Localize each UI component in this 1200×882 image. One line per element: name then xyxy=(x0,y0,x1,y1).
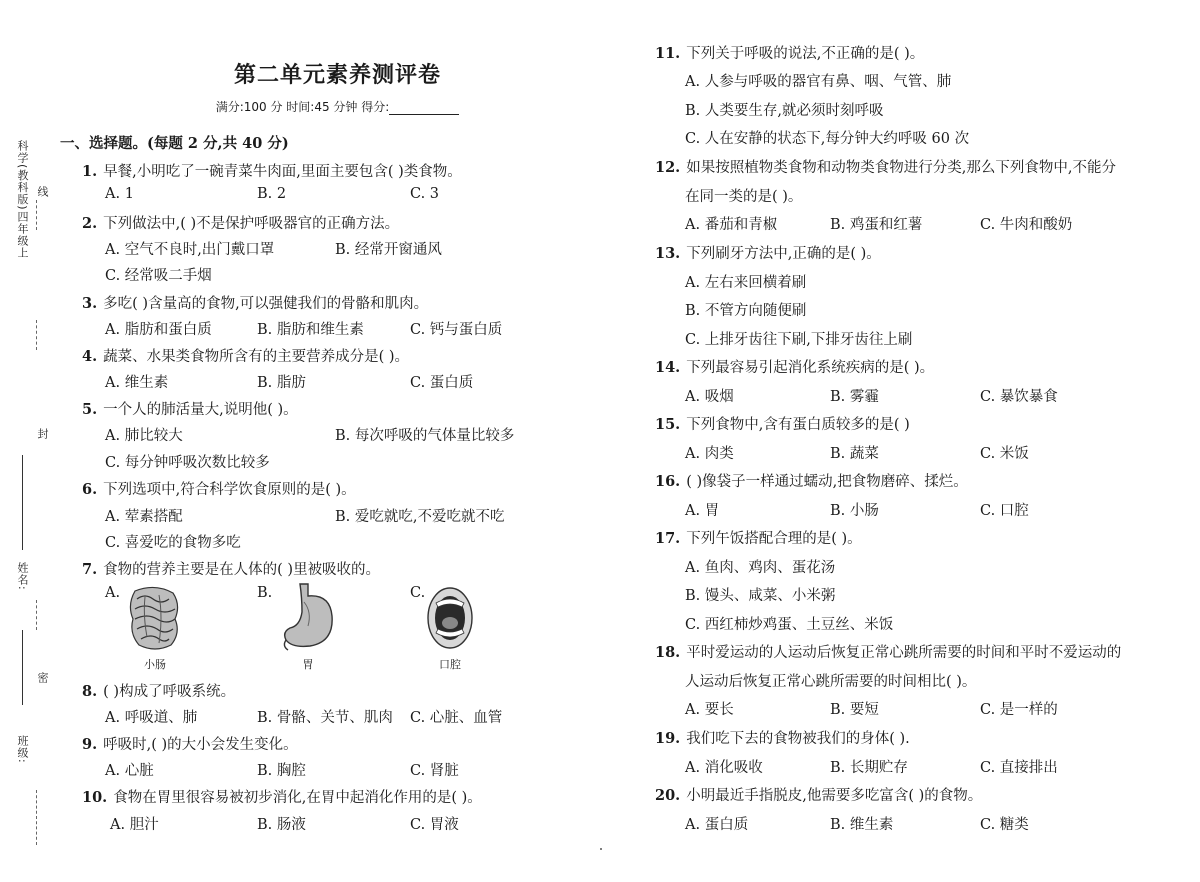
q13-option-a[interactable]: A. 左右来回横着刷 xyxy=(685,275,807,291)
q18-option-c[interactable]: C. 是一样的 xyxy=(980,702,1058,718)
q16-option-c[interactable]: C. 口腔 xyxy=(980,503,1029,519)
q12-option-c[interactable]: C. 牛肉和酸奶 xyxy=(980,217,1073,233)
q20-option-c[interactable]: C. 糖类 xyxy=(980,817,1029,833)
page-title: 第二单元素养测评卷 xyxy=(233,62,441,88)
meta-text: 满分:100 分 时间:45 分钟 得分: xyxy=(215,100,390,114)
q8-option-a[interactable]: A. 呼吸道、肺 xyxy=(105,710,198,726)
q9-option-c[interactable]: C. 肾脏 xyxy=(410,763,459,779)
question-12: 12. 如果按照植物类食物和动物类食物进行分类,那么下列食物中,不能分 xyxy=(655,159,1116,176)
q20-option-a[interactable]: A. 蛋白质 xyxy=(685,817,749,833)
q13-option-c[interactable]: C. 上排牙齿往下刷,下排牙齿往上刷 xyxy=(685,332,913,348)
question-3: 3. 多吃( )含量高的食物,可以强健我们的骨骼和肌肉。 xyxy=(82,295,429,312)
q4-option-b[interactable]: B. 脂肪 xyxy=(257,375,306,391)
q14-option-c[interactable]: C. 暴饮暴食 xyxy=(980,389,1058,405)
q15-option-a[interactable]: A. 肉类 xyxy=(685,446,734,462)
question-11: 11. 下列关于呼吸的说法,不正确的是( )。 xyxy=(655,45,925,62)
q7-option-c[interactable]: C. xyxy=(410,585,426,601)
question-10: 10. 食物在胃里很容易被初步消化,在胃中起消化作用的是( )。 xyxy=(82,789,482,806)
q19-option-b[interactable]: B. 长期贮存 xyxy=(830,760,908,776)
question-20: 20. 小明最近手指脱皮,他需要多吃富含( )的食物。 xyxy=(655,787,983,804)
q8-option-b[interactable]: B. 骨骼、关节、肌肉 xyxy=(257,710,393,726)
q18-option-b[interactable]: B. 要短 xyxy=(830,702,879,718)
q14-option-a[interactable]: A. 吸烟 xyxy=(685,389,734,405)
seal-mark: 封 xyxy=(36,428,49,440)
q5-option-c[interactable]: C. 每分钟呼吸次数比较多 xyxy=(105,455,270,471)
class-blank-line xyxy=(22,630,23,705)
dashed-line xyxy=(36,600,37,630)
subject-label: 科学(教科版)四年级上 xyxy=(16,140,29,259)
q2-option-a[interactable]: A. 空气不良时,出门戴口罩 xyxy=(105,242,275,258)
q17-option-c[interactable]: C. 西红柿炒鸡蛋、土豆丝、米饭 xyxy=(685,617,894,633)
question-8: 8. ( )构成了呼吸系统。 xyxy=(82,683,236,700)
q11-option-a[interactable]: A. 人参与呼吸的器官有鼻、咽、气管、肺 xyxy=(685,74,952,90)
question-12-continued: 在同一类的是( )。 xyxy=(685,189,803,205)
q2-option-c[interactable]: C. 经常吸二手烟 xyxy=(105,268,212,284)
q15-option-c[interactable]: C. 米饭 xyxy=(980,446,1029,462)
q8-option-c[interactable]: C. 心脏、血管 xyxy=(410,710,503,726)
q10-option-c[interactable]: C. 胃液 xyxy=(410,817,459,833)
q2-option-b[interactable]: B. 经常开窗通风 xyxy=(335,242,442,258)
score-blank[interactable] xyxy=(389,102,459,115)
seal-mark-2: 密 xyxy=(36,672,49,684)
question-14: 14. 下列最容易引起消化系统疾病的是( )。 xyxy=(655,359,935,376)
q11-option-c[interactable]: C. 人在安静的状态下,每分钟大约呼吸 60 次 xyxy=(685,131,970,147)
question-16: 16. ( )像袋子一样通过蠕动,把食物磨碎、揉烂。 xyxy=(655,473,968,490)
q19-option-a[interactable]: A. 消化吸收 xyxy=(685,760,763,776)
section-heading: 一、选择题。(每题 2 分,共 40 分) xyxy=(60,135,289,152)
dashed-line xyxy=(36,790,37,845)
exam-meta xyxy=(60,98,615,115)
line-mark: 线 xyxy=(36,186,49,198)
q14-option-b[interactable]: B. 雾霾 xyxy=(830,389,879,405)
q10-option-b[interactable]: B. 肠液 xyxy=(257,817,306,833)
q3-option-b[interactable]: B. 脂肪和维生素 xyxy=(257,322,364,338)
q7-option-a[interactable]: A. xyxy=(105,585,121,601)
small-intestine-label: 小肠 xyxy=(144,658,166,671)
stomach-label: 胃 xyxy=(302,658,314,671)
question-18: 18. 平时爱运动的人运动后恢复正常心跳所需要的时间和平时不爱运动的 xyxy=(655,644,1122,661)
q11-option-b[interactable]: B. 人类要生存,就必须时刻呼吸 xyxy=(685,103,884,119)
question-7: 7. 食物的营养主要是在人体的( )里被吸收的。 xyxy=(82,561,381,578)
q6-option-c[interactable]: C. 喜爱吃的食物多吃 xyxy=(105,535,241,551)
q3-option-a[interactable]: A. 脂肪和蛋白质 xyxy=(105,322,212,338)
q4-option-a[interactable]: A. 维生素 xyxy=(105,375,169,391)
q10-option-a[interactable]: A. 胆汁 xyxy=(110,817,159,833)
q1-option-c[interactable]: C. 3 xyxy=(410,186,440,202)
q17-option-b[interactable]: B. 馒头、咸菜、小米粥 xyxy=(685,588,836,604)
q15-option-b[interactable]: B. 蔬菜 xyxy=(830,446,879,462)
q4-option-c[interactable]: C. 蛋白质 xyxy=(410,375,474,391)
question-2: 2. 下列做法中,( )不是保护呼吸器官的正确方法。 xyxy=(82,215,400,232)
q7-option-b[interactable]: B. xyxy=(257,585,273,601)
q6-option-a[interactable]: A. 荤素搭配 xyxy=(105,509,183,525)
q9-option-b[interactable]: B. 胸腔 xyxy=(257,763,306,779)
q17-option-a[interactable]: A. 鱼肉、鸡肉、蛋花汤 xyxy=(685,560,836,576)
q20-option-b[interactable]: B. 维生素 xyxy=(830,817,894,833)
dashed-line xyxy=(36,320,37,350)
q5-option-b[interactable]: B. 每次呼吸的气体量比较多 xyxy=(335,428,515,444)
q16-option-a[interactable]: A. 胃 xyxy=(685,503,720,519)
question-15: 15. 下列食物中,含有蛋白质较多的是( ) xyxy=(655,416,910,433)
name-blank-line xyxy=(22,455,23,550)
mouth-illustration xyxy=(422,585,478,651)
binding-margin xyxy=(0,0,60,882)
q1-option-a[interactable]: A. 1 xyxy=(105,186,134,202)
name-label: 姓名: xyxy=(16,562,29,591)
class-label: 班级: xyxy=(16,735,29,764)
q9-option-a[interactable]: A. 心脏 xyxy=(105,763,154,779)
mouth-label: 口腔 xyxy=(439,658,461,671)
question-4: 4. 蔬菜、水果类食物所含有的主要营养成分是( )。 xyxy=(82,348,410,365)
q16-option-b[interactable]: B. 小肠 xyxy=(830,503,879,519)
q1-option-b[interactable]: B. 2 xyxy=(257,186,287,202)
page-dot xyxy=(600,848,602,850)
question-17: 17. 下列午饭搭配合理的是( )。 xyxy=(655,530,862,547)
q5-option-a[interactable]: A. 肺比较大 xyxy=(105,428,183,444)
question-5: 5. 一个人的肺活量大,说明他( )。 xyxy=(82,401,298,418)
question-18-continued: 人运动后恢复正常心跳所需要的时间相比( )。 xyxy=(685,674,977,690)
q19-option-c[interactable]: C. 直接排出 xyxy=(980,760,1058,776)
dashed-line xyxy=(36,200,37,230)
question-19: 19. 我们吃下去的食物被我们的身体( ). xyxy=(655,730,910,747)
q12-option-a[interactable]: A. 番茄和青椒 xyxy=(685,217,778,233)
question-13: 13. 下列刷牙方法中,正确的是( )。 xyxy=(655,245,881,262)
small-intestine-illustration xyxy=(125,585,185,653)
stomach-illustration xyxy=(278,582,338,654)
question-6: 6. 下列选项中,符合科学饮食原则的是( )。 xyxy=(82,481,356,498)
q13-option-b[interactable]: B. 不管方向随便刷 xyxy=(685,303,807,319)
q3-option-c[interactable]: C. 钙与蛋白质 xyxy=(410,322,503,338)
q18-option-a[interactable]: A. 要长 xyxy=(685,702,734,718)
question-1: 1. 早餐,小明吃了一碗青菜牛肉面,里面主要包含( )类食物。 xyxy=(82,163,462,180)
question-9: 9. 呼吸时,( )的大小会发生变化。 xyxy=(82,736,298,753)
q12-option-b[interactable]: B. 鸡蛋和红薯 xyxy=(830,217,923,233)
q6-option-b[interactable]: B. 爱吃就吃,不爱吃就不吃 xyxy=(335,509,505,525)
